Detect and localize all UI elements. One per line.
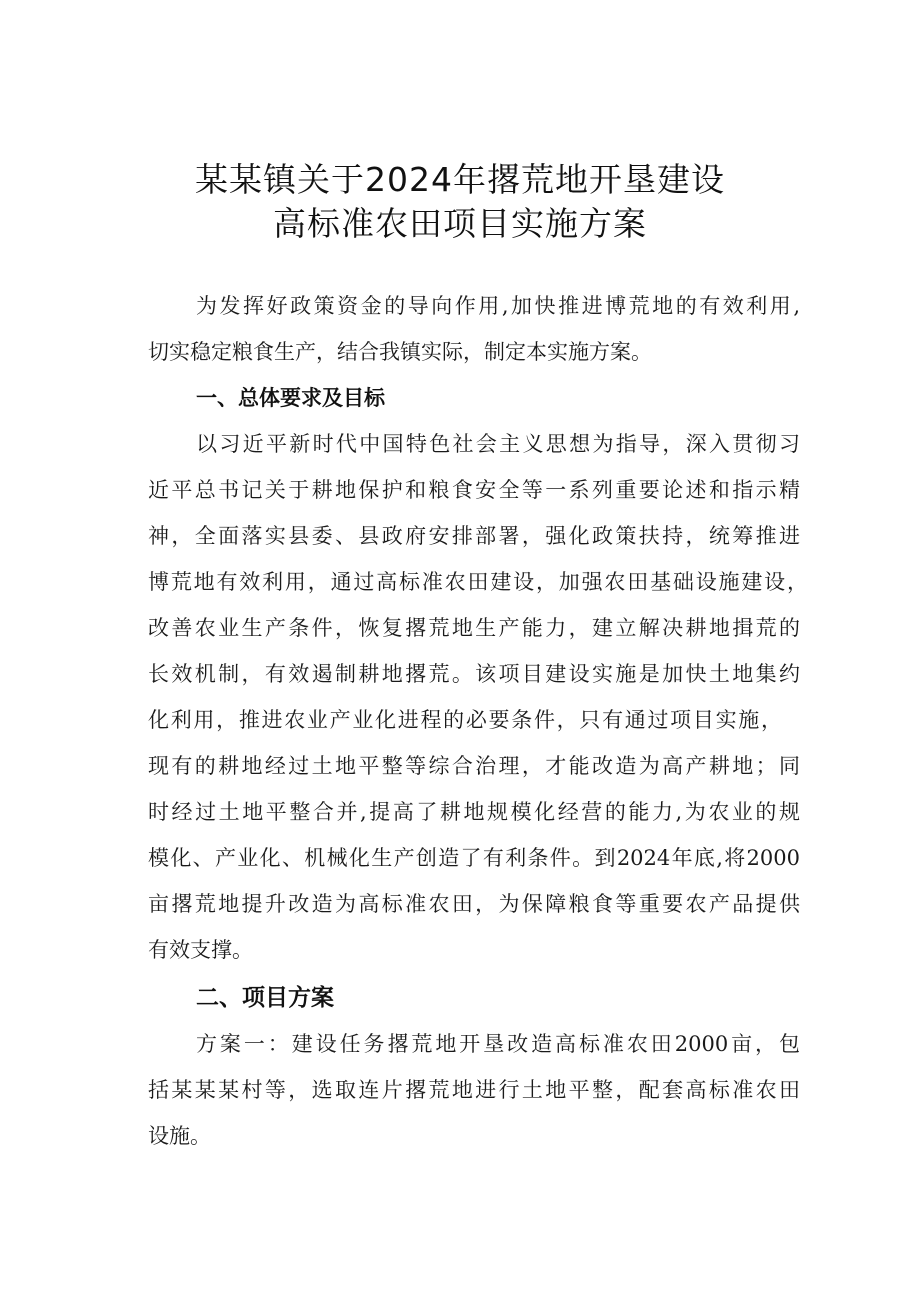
section-1-paragraph-line: 长效机制，有效遏制耕地撂荒。该项目建设实施是加快土地集约 — [148, 662, 800, 686]
section-1-paragraph-line: 博荒地有效利用，通过高标准农田建设，加强农田基础设施建设， — [148, 570, 808, 594]
section-1-paragraph-line: 有效支撑。 — [148, 938, 253, 962]
section-1-paragraph-line: 时经过土地平整合并,提高了耕地规模化经营的能力,为农业的规 — [148, 800, 800, 824]
section-2-paragraph-line: 设施。 — [148, 1124, 211, 1148]
document-title-line-1: 某某镇关于2024年撂荒地开垦建设 — [195, 160, 725, 199]
intro-paragraph-line: 为发挥好政策资金的导向作用,加快推进博荒地的有效利用, — [196, 294, 800, 318]
section-2-heading: 二、项目方案 — [196, 985, 334, 1011]
intro-paragraph-line: 切实稳定粮食生产，结合我镇实际，制定本实施方案。 — [148, 340, 652, 364]
section-1-paragraph-line: 改善农业生产条件，恢复撂荒地生产能力，建立解决耕地揖荒的 — [148, 616, 800, 640]
section-1-paragraph-line: 现有的耕地经过土地平整等综合治理，才能改造为高产耕地；同 — [148, 754, 800, 778]
section-1-paragraph-line: 亩撂荒地提升改造为高标准农田，为保障粮食等重要农产品提供 — [148, 892, 800, 916]
section-1-heading: 一、总体要求及目标 — [196, 386, 385, 410]
section-1-paragraph-line: 近平总书记关于耕地保护和粮食安全等一系列重要论述和指示精 — [148, 478, 800, 502]
section-2-paragraph-line: 括某某某村等，选取连片撂荒地进行土地平整，配套高标准农田 — [148, 1078, 800, 1102]
section-2-paragraph-line: 方案一：建设任务撂荒地开垦改造高标准农田2000亩，包 — [196, 1032, 800, 1056]
section-1-paragraph-line: 神，全面落实县委、县政府安排部署，强化政策扶持，统筹推进 — [148, 524, 800, 548]
section-1-paragraph-line: 以习近平新时代中国特色社会主义思想为指导，深入贯彻习 — [196, 432, 800, 456]
document-title-line-2: 高标准农田项目实施方案 — [273, 204, 647, 243]
section-1-paragraph-line: 模化、产业化、机械化生产创造了有利条件。到2024年底,将2000 — [148, 846, 800, 870]
section-1-paragraph-line: 化利用，推进农业产业化进程的必要条件，只有通过项目实施， — [148, 708, 782, 732]
